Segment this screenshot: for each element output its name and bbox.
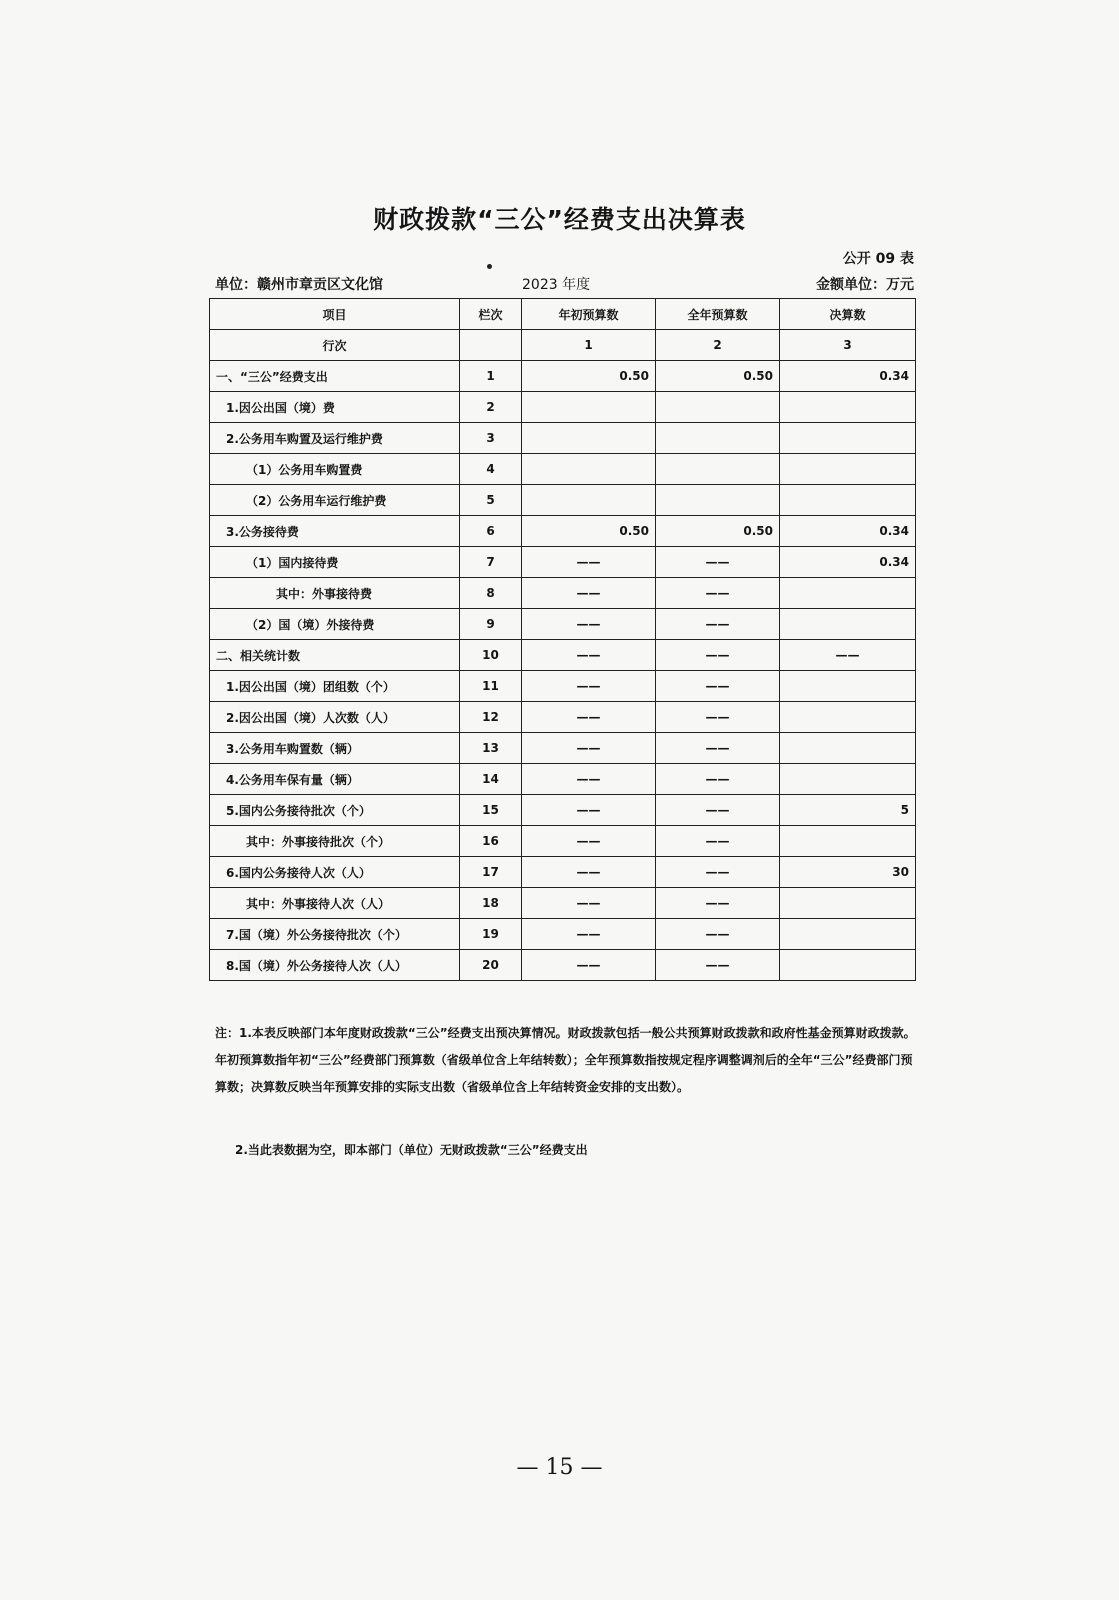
row-final-account-cell: 0.34	[780, 516, 916, 547]
subheader-col-1: 1	[522, 330, 656, 361]
row-number-cell: 18	[460, 888, 522, 919]
page-title: 财政拨款“三公”经费支出决算表	[373, 205, 746, 234]
subheader-col-3: 3	[780, 330, 916, 361]
row-item-cell: 3.公务用车购置数（辆）	[210, 733, 460, 764]
row-item-cell: 其中：外事接待批次（个）	[210, 826, 460, 857]
row-final-account-cell	[780, 733, 916, 764]
row-item-cell: 其中：外事接待人次（人）	[210, 888, 460, 919]
row-final-account-cell: 5	[780, 795, 916, 826]
row-annual-budget-cell	[656, 423, 780, 454]
row-item-cell: 8.国（境）外公务接待人次（人）	[210, 950, 460, 981]
unit-label: 单位：赣州市章贡区文化馆	[215, 277, 383, 293]
row-number-cell: 20	[460, 950, 522, 981]
row-item-cell: 一、“三公”经费支出	[210, 361, 460, 392]
row-initial-budget-cell: ——	[522, 950, 656, 981]
row-number-cell: 10	[460, 640, 522, 671]
row-annual-budget-cell	[656, 392, 780, 423]
row-number-cell: 4	[460, 454, 522, 485]
row-initial-budget-cell: ——	[522, 764, 656, 795]
row-item-cell: （2）公务用车运行维护费	[210, 485, 460, 516]
row-initial-budget-cell: 0.50	[522, 361, 656, 392]
row-item-cell: （1）国内接待费	[210, 547, 460, 578]
table-row	[210, 609, 916, 640]
row-item-cell: 1.因公出国（境）费	[210, 392, 460, 423]
row-item-cell: 二、相关统计数	[210, 640, 460, 671]
row-number-cell: 11	[460, 671, 522, 702]
table-row	[210, 392, 916, 423]
table-row	[210, 671, 916, 702]
row-number-cell: 9	[460, 609, 522, 640]
row-number-cell: 16	[460, 826, 522, 857]
expense-table-wrapper	[209, 298, 915, 981]
row-initial-budget-cell: ——	[522, 826, 656, 857]
row-final-account-cell	[780, 485, 916, 516]
row-annual-budget-cell: ——	[656, 640, 780, 671]
row-item-cell: 6.国内公务接待人次（人）	[210, 857, 460, 888]
row-item-cell: （1）公务用车购置费	[210, 454, 460, 485]
row-annual-budget-cell: ——	[656, 702, 780, 733]
table-row	[210, 919, 916, 950]
row-number-cell: 13	[460, 733, 522, 764]
row-item-cell: （2）国（境）外接待费	[210, 609, 460, 640]
row-final-account-cell	[780, 919, 916, 950]
table-row	[210, 857, 916, 888]
expense-table	[209, 298, 916, 981]
year-label: 2023 年度	[522, 277, 591, 293]
table-header-row	[210, 299, 916, 330]
row-final-account-cell	[780, 609, 916, 640]
row-initial-budget-cell: ——	[522, 702, 656, 733]
table-row	[210, 733, 916, 764]
form-number: 公开 09 表	[842, 251, 914, 267]
row-item-cell: 1.因公出国（境）团组数（个）	[210, 671, 460, 702]
row-initial-budget-cell: ——	[522, 795, 656, 826]
row-number-cell: 14	[460, 764, 522, 795]
table-row	[210, 950, 916, 981]
row-annual-budget-cell: ——	[656, 950, 780, 981]
row-initial-budget-cell: ——	[522, 640, 656, 671]
subheader-col-2: 2	[656, 330, 780, 361]
subheader-row-label: 行次	[210, 330, 460, 361]
row-final-account-cell	[780, 671, 916, 702]
table-row	[210, 578, 916, 609]
row-annual-budget-cell: ——	[656, 609, 780, 640]
row-final-account-cell	[780, 764, 916, 795]
row-annual-budget-cell: ——	[656, 888, 780, 919]
row-annual-budget-cell: ——	[656, 764, 780, 795]
subheader-empty	[460, 330, 522, 361]
row-number-cell: 5	[460, 485, 522, 516]
row-final-account-cell	[780, 826, 916, 857]
row-final-account-cell	[780, 950, 916, 981]
note-2: 2.当此表数据为空，即本部门（单位）无财政拨款“三公”经费支出	[235, 1143, 588, 1157]
row-initial-budget-cell: ——	[522, 919, 656, 950]
scan-dot	[487, 264, 492, 269]
row-annual-budget-cell: 0.50	[656, 516, 780, 547]
table-row	[210, 888, 916, 919]
row-final-account-cell	[780, 423, 916, 454]
header-item: 项目	[210, 299, 460, 330]
row-initial-budget-cell: 0.50	[522, 516, 656, 547]
row-item-cell: 2.公务用车购置及运行维护费	[210, 423, 460, 454]
row-number-cell: 17	[460, 857, 522, 888]
row-annual-budget-cell: ——	[656, 547, 780, 578]
row-initial-budget-cell	[522, 454, 656, 485]
row-number-cell: 6	[460, 516, 522, 547]
row-annual-budget-cell: ——	[656, 733, 780, 764]
table-row	[210, 516, 916, 547]
row-initial-budget-cell	[522, 485, 656, 516]
table-row	[210, 454, 916, 485]
money-unit-label: 金额单位：万元	[816, 277, 914, 293]
table-row	[210, 485, 916, 516]
row-final-account-cell: ——	[780, 640, 916, 671]
row-annual-budget-cell: ——	[656, 857, 780, 888]
table-row	[210, 361, 916, 392]
row-initial-budget-cell: ——	[522, 857, 656, 888]
row-annual-budget-cell: ——	[656, 578, 780, 609]
row-final-account-cell	[780, 702, 916, 733]
row-initial-budget-cell: ——	[522, 609, 656, 640]
row-annual-budget-cell: ——	[656, 919, 780, 950]
row-initial-budget-cell	[522, 392, 656, 423]
row-number-cell: 19	[460, 919, 522, 950]
note-1: 注：1.本表反映部门本年度财政拨款“三公”经费支出预决算情况。财政拨款包括一般公共预算财政拨款和政府性基金预算财政拨款。年初预算数指年初“三公”经费部门预算数（省级单位含上年结转数）；全年预算数指按规定程序调整调剂后的全年“三公”经费部门预算数；决算数反映当年预算安排的实际支出数（省级单位含上年结转资金安排的支出数）。	[215, 1026, 916, 1094]
row-item-cell: 4.公务用车保有量（辆）	[210, 764, 460, 795]
row-annual-budget-cell	[656, 454, 780, 485]
row-annual-budget-cell: 0.50	[656, 361, 780, 392]
table-row	[210, 423, 916, 454]
row-item-cell: 7.国（境）外公务接待批次（个）	[210, 919, 460, 950]
table-row	[210, 764, 916, 795]
row-annual-budget-cell: ——	[656, 795, 780, 826]
header-annual-budget: 全年预算数	[656, 299, 780, 330]
row-final-account-cell: 30	[780, 857, 916, 888]
row-number-cell: 12	[460, 702, 522, 733]
row-annual-budget-cell: ——	[656, 826, 780, 857]
row-final-account-cell: 0.34	[780, 547, 916, 578]
row-final-account-cell	[780, 392, 916, 423]
row-initial-budget-cell: ——	[522, 578, 656, 609]
table-subheader-row	[210, 330, 916, 361]
row-final-account-cell	[780, 888, 916, 919]
table-row	[210, 826, 916, 857]
row-number-cell: 8	[460, 578, 522, 609]
header-column-no: 栏次	[460, 299, 522, 330]
row-initial-budget-cell	[522, 423, 656, 454]
row-number-cell: 15	[460, 795, 522, 826]
row-final-account-cell	[780, 578, 916, 609]
row-number-cell: 7	[460, 547, 522, 578]
row-initial-budget-cell: ——	[522, 671, 656, 702]
row-initial-budget-cell: ——	[522, 733, 656, 764]
header-initial-budget: 年初预算数	[522, 299, 656, 330]
table-row	[210, 547, 916, 578]
row-initial-budget-cell: ——	[522, 888, 656, 919]
row-final-account-cell	[780, 454, 916, 485]
header-final-account: 决算数	[780, 299, 916, 330]
row-item-cell: 5.国内公务接待批次（个）	[210, 795, 460, 826]
table-row	[210, 795, 916, 826]
row-item-cell: 其中：外事接待费	[210, 578, 460, 609]
row-final-account-cell: 0.34	[780, 361, 916, 392]
row-number-cell: 1	[460, 361, 522, 392]
row-number-cell: 2	[460, 392, 522, 423]
row-annual-budget-cell: ——	[656, 671, 780, 702]
table-row	[210, 702, 916, 733]
row-number-cell: 3	[460, 423, 522, 454]
table-row	[210, 640, 916, 671]
row-item-cell: 2.因公出国（境）人次数（人）	[210, 702, 460, 733]
row-initial-budget-cell: ——	[522, 547, 656, 578]
row-annual-budget-cell	[656, 485, 780, 516]
row-item-cell: 3.公务接待费	[210, 516, 460, 547]
page-number: — 15 —	[516, 1455, 603, 1480]
